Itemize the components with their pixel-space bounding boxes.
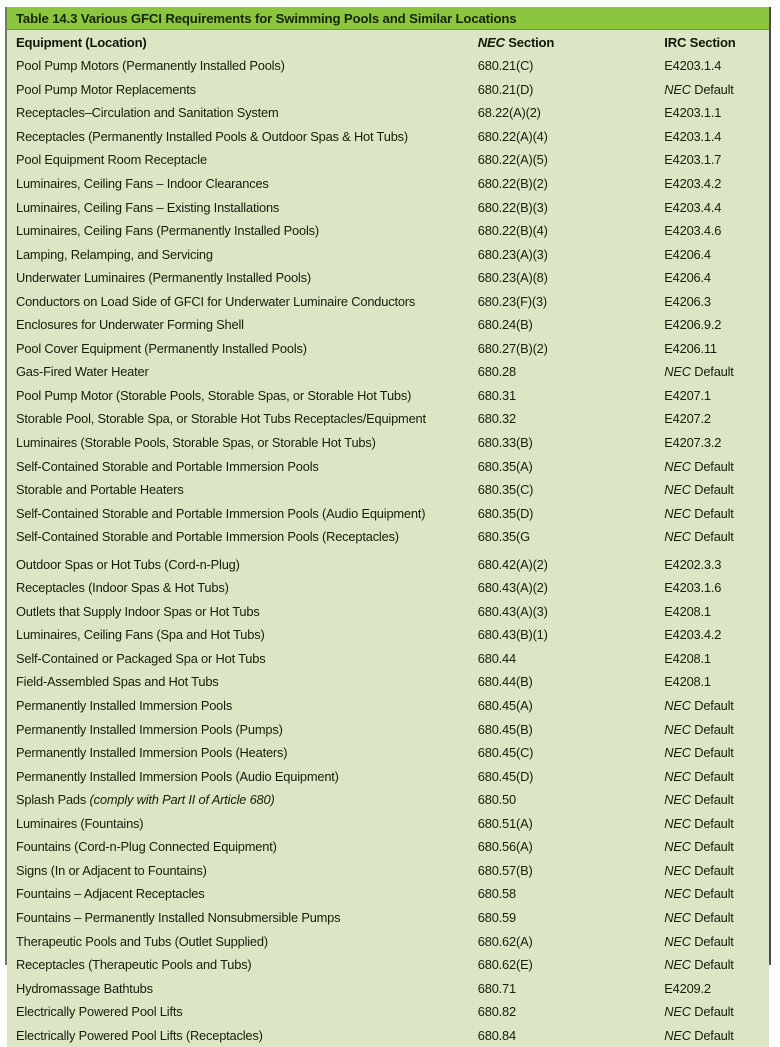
table-title: Table 14.3 Various GFCI Requirements for Swimming Pools and Similar Locations <box>16 10 517 26</box>
table-row <box>7 454 769 478</box>
cell-equipment: Permanently Installed Immersion Pools (Audio Equipment) <box>16 768 339 784</box>
nec-italic-prefix: NEC <box>664 957 691 973</box>
cell-irc-section: E4203.4.4 <box>664 199 722 215</box>
cell-nec-section: 680.62(A) <box>477 933 533 949</box>
cell-equipment: Hydromassage Bathtubs <box>16 980 153 996</box>
cell-irc-section: E4207.3.2 <box>664 435 722 451</box>
cell-equipment: Luminaires, Ceiling Fans (Permanently Installed Pools) <box>16 223 319 239</box>
table-row <box>7 882 769 906</box>
cell-equipment: Pool Equipment Room Receptacle <box>16 152 207 168</box>
cell-nec-section: 680.43(B)(1) <box>477 627 548 643</box>
cell-irc-section: NEC Default <box>664 529 734 545</box>
cell-irc-section: E4206.9.2 <box>664 317 722 333</box>
nec-italic-prefix: NEC <box>664 698 691 714</box>
table-row <box>7 670 769 694</box>
cell-equipment: Outlets that Supply Indoor Spas or Hot Tubs <box>16 603 260 619</box>
cell-nec-section: 680.51(A) <box>477 815 533 831</box>
cell-equipment: Luminaires (Storable Pools, Storable Spas, or Storable Hot Tubs) <box>16 435 376 451</box>
cell-equipment: Pool Pump Motor Replacements <box>16 81 196 97</box>
cell-nec-section: 680.59 <box>477 909 516 925</box>
table-row <box>7 360 769 384</box>
cell-nec-section: 680.56(A) <box>477 839 533 855</box>
cell-nec-section: 680.84 <box>477 1027 516 1043</box>
cell-equipment: Electrically Powered Pool Lifts <box>16 1004 183 1020</box>
cell-nec-section: 680.31 <box>477 387 516 403</box>
table-row <box>7 552 769 576</box>
cell-equipment: Fountains – Permanently Installed Nonsubmersible Pumps <box>16 909 341 925</box>
cell-nec-section: 680.22(B)(3) <box>477 199 548 215</box>
table-row <box>7 976 769 1000</box>
cell-nec-section: 680.57(B) <box>477 862 533 878</box>
cell-irc-section: E4206.11 <box>664 340 717 356</box>
cell-equipment: Therapeutic Pools and Tubs (Outlet Supplied) <box>16 933 268 949</box>
column-header-equipment: Equipment (Location) <box>16 34 147 50</box>
column-header-nec-section <box>478 35 665 50</box>
cell-irc-section: E4203.4.2 <box>664 176 722 191</box>
cell-nec-section: 680.58 <box>477 886 516 902</box>
column-header-irc-section: IRC Section <box>664 34 736 50</box>
table-row <box>7 835 769 859</box>
table-row <box>7 125 769 149</box>
nec-italic-prefix: NEC <box>664 364 691 380</box>
cell-irc-section: E4208.1 <box>664 603 711 619</box>
cell-irc-section: E4206.3 <box>664 293 711 309</box>
cell-nec-section: 680.32 <box>477 411 516 427</box>
cell-equipment: Electrically Powered Pool Lifts (Receptacles) <box>16 1027 263 1043</box>
cell-equipment: Enclosures for Underwater Forming Shell <box>16 317 244 333</box>
cell-equipment: Fountains (Cord-n-Plug Connected Equipment) <box>16 839 277 855</box>
cell-nec-section: 680.21(C) <box>477 58 534 74</box>
nec-italic-prefix: NEC <box>664 529 691 545</box>
cell-nec-section: 680.43(A)(3) <box>477 603 548 619</box>
cell-nec-section: 680.35(A) <box>477 458 533 474</box>
cell-nec-section: 680.45(A) <box>477 698 533 714</box>
cell-nec-section: 680.82 <box>477 1004 516 1020</box>
nec-italic-prefix: NEC <box>664 505 691 521</box>
cell-equipment: Signs (In or Adjacent to Fountains) <box>16 862 207 878</box>
nec-italic-prefix: NEC <box>664 482 691 498</box>
cell-irc-section: NEC Default <box>664 81 734 97</box>
nec-italic-prefix: NEC <box>664 1027 691 1043</box>
cell-irc-section: E4207.2 <box>664 411 711 427</box>
table-row <box>7 623 769 647</box>
table-row <box>7 242 769 266</box>
cell-nec-section: 680.28 <box>477 364 516 380</box>
nec-italic-prefix: NEC <box>664 768 691 784</box>
cell-irc-section: NEC Default <box>664 815 734 831</box>
cell-equipment: Luminaires (Fountains) <box>16 815 144 831</box>
cell-equipment: Self-Contained Storable and Portable Immersion Pools (Receptacles) <box>16 529 399 545</box>
cell-equipment: Self-Contained or Packaged Spa or Hot Tubs <box>16 650 266 666</box>
cell-nec-section: 680.35(D) <box>477 505 534 521</box>
cell-equipment: Outdoor Spas or Hot Tubs (Cord-n-Plug) <box>16 556 240 572</box>
table-row <box>7 647 769 671</box>
cell-irc-section: NEC Default <box>664 886 734 902</box>
table-row <box>7 54 769 78</box>
cell-irc-section: E4207.1 <box>664 387 711 403</box>
cell-irc-section: E4206.4 <box>664 270 711 286</box>
cell-nec-section: 680.44 <box>477 650 516 666</box>
cell-equipment: Receptacles (Therapeutic Pools and Tubs) <box>16 957 252 973</box>
table-header-row <box>7 30 769 54</box>
nec-section-suffix: Section <box>504 34 555 50</box>
nec-italic-prefix: NEC <box>664 792 691 808</box>
cell-nec-section: 680.35(G <box>477 529 530 545</box>
cell-irc-section: E4209.2 <box>664 980 711 996</box>
cell-irc-section: NEC Default <box>664 745 734 761</box>
table-row <box>7 600 769 624</box>
cell-nec-section: 680.22(A)(4) <box>477 128 548 144</box>
table-row <box>7 1023 769 1047</box>
table-body <box>7 54 769 1047</box>
table-row <box>7 953 769 977</box>
table-row <box>7 764 769 788</box>
cell-irc-section: E4202.3.3 <box>664 556 722 572</box>
cell-nec-section: 680.71 <box>477 980 516 996</box>
table-title-bar <box>7 7 769 30</box>
cell-irc-section: NEC Default <box>664 698 734 714</box>
cell-irc-section: NEC Default <box>664 1004 734 1020</box>
nec-italic-prefix: NEC <box>664 815 691 831</box>
table-row <box>7 717 769 741</box>
cell-equipment-note: (comply with Part II of Article 680) <box>89 792 275 808</box>
cell-irc-section: NEC Default <box>664 792 734 808</box>
table-row <box>7 313 769 337</box>
nec-italic-prefix: NEC <box>664 721 691 737</box>
cell-equipment: Splash Pads (comply with Part II of Article 680) <box>16 792 275 808</box>
table-row <box>7 525 769 549</box>
cell-equipment: Permanently Installed Immersion Pools <box>16 698 233 714</box>
cell-equipment: Storable and Portable Heaters <box>16 482 184 498</box>
cell-irc-section: NEC Default <box>664 933 734 949</box>
table-row <box>7 384 769 408</box>
table-row <box>7 576 769 600</box>
cell-equipment: Pool Cover Equipment (Permanently Installed Pools) <box>16 340 307 356</box>
nec-italic-prefix: NEC <box>664 458 691 474</box>
cell-irc-section: E4203.1.4 <box>664 128 722 144</box>
gfci-requirements-table <box>5 7 771 1043</box>
cell-irc-section: E4208.1 <box>664 650 711 666</box>
nec-italic-prefix: NEC <box>664 933 691 949</box>
table-row <box>7 501 769 525</box>
table-row <box>7 195 769 219</box>
cell-equipment: Field-Assembled Spas and Hot Tubs <box>16 674 219 690</box>
cell-irc-section: NEC Default <box>664 909 734 925</box>
cell-nec-section: 680.45(D) <box>477 768 534 784</box>
cell-irc-section: E4203.1.7 <box>664 152 722 168</box>
cell-irc-section: NEC Default <box>664 957 734 973</box>
cell-irc-section: E4203.4.2 <box>664 627 722 643</box>
table-row <box>7 172 769 196</box>
cell-nec-section: 680.45(B) <box>477 721 533 737</box>
cell-irc-section: E4203.1.4 <box>664 58 722 74</box>
cell-nec-section: 680.22(B)(4) <box>477 223 548 239</box>
cell-equipment: Self-Contained Storable and Portable Immersion Pools <box>16 458 319 474</box>
cell-nec-section: 680.21(D) <box>477 81 534 97</box>
table-row <box>7 478 769 502</box>
table-row <box>7 929 769 953</box>
cell-irc-section: E4206.4 <box>664 246 711 262</box>
cell-equipment: Conductors on Load Side of GFCI for Underwater Luminaire Conductors <box>16 293 416 309</box>
cell-irc-section: NEC Default <box>664 768 734 784</box>
nec-italic-prefix: NEC <box>664 745 691 761</box>
cell-irc-section: NEC Default <box>664 505 734 521</box>
cell-equipment: Luminaires, Ceiling Fans (Spa and Hot Tubs) <box>16 627 265 643</box>
cell-equipment: Permanently Installed Immersion Pools (Pumps) <box>16 721 283 737</box>
cell-irc-section: NEC Default <box>664 721 734 737</box>
nec-italic-prefix: NEC <box>664 862 691 878</box>
cell-equipment: Lamping, Relamping, and Servicing <box>16 246 213 262</box>
cell-irc-section: NEC Default <box>664 839 734 855</box>
nec-italic-prefix: NEC <box>664 1004 691 1020</box>
cell-irc-section: NEC Default <box>664 862 734 878</box>
cell-nec-section: 680.33(B) <box>477 435 533 451</box>
cell-equipment: Luminaires, Ceiling Fans – Existing Installations <box>16 199 280 215</box>
table-row <box>7 219 769 243</box>
cell-equipment: Pool Pump Motors (Permanently Installed Pools) <box>16 58 285 74</box>
nec-italic-prefix: NEC <box>664 909 691 925</box>
cell-nec-section: 680.22(B)(2) <box>477 176 548 191</box>
table-row <box>7 266 769 290</box>
table-row <box>7 337 769 361</box>
cell-irc-section: NEC Default <box>664 1027 734 1043</box>
cell-irc-section: E4208.1 <box>664 674 711 690</box>
cell-irc-section: NEC Default <box>664 458 734 474</box>
cell-nec-section: 680.23(A)(8) <box>477 270 548 286</box>
table-row <box>7 859 769 883</box>
cell-equipment: Permanently Installed Immersion Pools (Heaters) <box>16 745 288 761</box>
cell-irc-section: NEC Default <box>664 364 734 380</box>
cell-nec-section: 680.27(B)(2) <box>477 340 548 356</box>
cell-nec-section: 680.42(A)(2) <box>477 556 548 572</box>
table-row <box>7 906 769 930</box>
cell-nec-section: 680.24(B) <box>477 317 533 333</box>
cell-equipment: Self-Contained Storable and Portable Immersion Pools (Audio Equipment) <box>16 505 426 521</box>
cell-nec-section: 680.23(F)(3) <box>477 293 548 309</box>
table-row <box>7 78 769 102</box>
cell-irc-section: NEC Default <box>664 482 734 498</box>
nec-italic-prefix: NEC <box>664 839 691 855</box>
cell-equipment: Receptacles (Indoor Spas & Hot Tubs) <box>16 580 229 596</box>
nec-italic-label: NEC <box>477 34 505 50</box>
nec-italic-prefix: NEC <box>664 886 691 902</box>
cell-nec-section: 68.22(A)(2) <box>477 105 541 121</box>
cell-equipment: Fountains – Adjacent Receptacles <box>16 886 205 902</box>
table-row <box>7 101 769 125</box>
cell-irc-section: E4203.1.6 <box>664 580 722 596</box>
table-row <box>7 694 769 718</box>
cell-nec-section: 680.62(E) <box>477 957 533 973</box>
cell-irc-section: E4203.4.6 <box>664 223 722 239</box>
cell-nec-section: 680.45(C) <box>477 745 534 761</box>
cell-irc-section: E4203.1.1 <box>664 105 722 121</box>
table-row <box>7 741 769 765</box>
cell-equipment: Luminaires, Ceiling Fans – Indoor Clearances <box>16 176 269 191</box>
cell-nec-section: 680.23(A)(3) <box>477 246 548 262</box>
cell-nec-section: 680.44(B) <box>477 674 533 690</box>
cell-nec-section: 680.22(A)(5) <box>477 152 548 168</box>
cell-equipment: Storable Pool, Storable Spa, or Storable Hot Tubs Receptacles/Equipment <box>16 411 426 427</box>
nec-italic-prefix: NEC <box>664 81 691 97</box>
table-row <box>7 148 769 172</box>
cell-equipment: Receptacles (Permanently Installed Pools & Outdoor Spas & Hot Tubs) <box>16 128 409 144</box>
cell-equipment: Receptacles–Circulation and Sanitation System <box>16 105 279 121</box>
cell-equipment: Pool Pump Motor (Storable Pools, Storable Spas, or Storable Hot Tubs) <box>16 387 412 403</box>
table-row <box>7 812 769 836</box>
cell-equipment: Underwater Luminaires (Permanently Installed Pools) <box>16 270 311 286</box>
table-row <box>7 431 769 455</box>
cell-nec-section: 680.43(A)(2) <box>477 580 548 596</box>
cell-equipment: Gas-Fired Water Heater <box>16 364 149 380</box>
cell-nec-section: 680.35(C) <box>477 482 534 498</box>
table-row <box>7 788 769 812</box>
table-row <box>7 1000 769 1024</box>
table-row <box>7 289 769 313</box>
table-row <box>7 407 769 431</box>
cell-nec-section: 680.50 <box>477 792 516 808</box>
